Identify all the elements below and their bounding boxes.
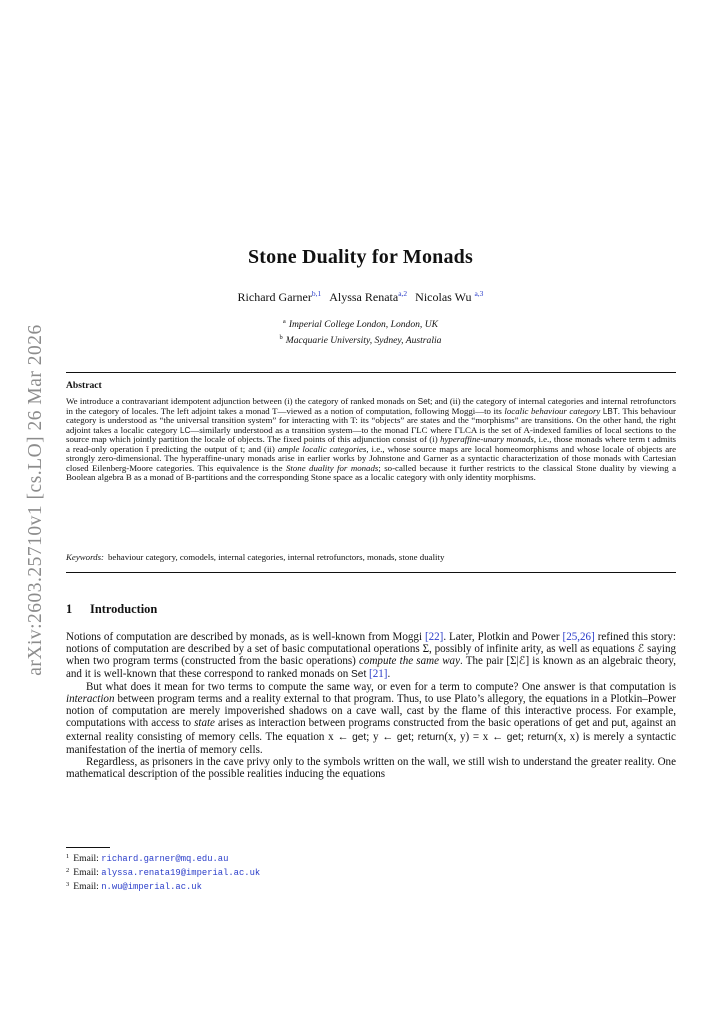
arxiv-identifier-stamp: [16, 290, 56, 710]
abstract-bottom-rule: [66, 572, 676, 573]
affiliation-text: Imperial College London, London, UK: [288, 319, 439, 330]
keywords-line: [66, 552, 676, 562]
author-name: Richard Garner: [237, 290, 312, 304]
keywords-label: Keywords:: [66, 552, 104, 562]
intro-paragraph-2: But what does it mean for two terms to compute the same way, or even for a term to compute? One answer is that computation is interaction between program terms and a reality external to that program. Thus, to use Plato’s allegory, the equations in a Plotkin–Power notion of computation are merely impoverished shadows on a cave wall, cast by the flame of this interactive process. For example, computations with access to state arises as interaction between programs constructed from the basic operations of get and put, against an external reality consisting of memory cells. The equation x ← get; y ← get; return(x, y) = x ← get; return(x, x) is merely a syntactic manifestation of the inertia of memory cells.: [66, 680, 677, 756]
citation-link[interactable]: [22]: [424, 631, 444, 643]
footnote-rule: [66, 847, 110, 848]
footnote-item: $^3$ Email: n.wu@imperial.ac.uk: [66, 881, 202, 892]
paper-title: Stone Duality for Monads: [247, 246, 473, 268]
author-list: [0, 289, 721, 305]
email-link[interactable]: alyssa.renata19@imperial.ac.uk: [101, 868, 261, 878]
introduction-body: [66, 631, 676, 780]
author-affiliation-marks[interactable]: a,2: [398, 289, 408, 298]
author-name: Nicolas Wu: [415, 290, 472, 304]
section-number: 1: [66, 602, 73, 616]
intro-paragraph-3: Regardless, as prisoners in the cave privy only to the symbols written on the wall, we still wish to understand the greater reality. One mathematical description of the possible realities inducing the equations: [66, 756, 676, 781]
section-title: Introduction: [90, 602, 158, 616]
email-link[interactable]: richard.garner@mq.edu.au: [101, 854, 229, 864]
section-heading-introduction: [66, 602, 157, 617]
citation-link[interactable]: [21]: [369, 667, 388, 680]
affiliation-text: Macquarie University, Sydney, Australia: [285, 335, 442, 346]
affiliation-mark: a: [282, 318, 286, 325]
author-name: Alyssa Renata: [329, 290, 399, 304]
keywords-text: behaviour category, comodels, internal categories, internal retrofunctors, monads, stone duality: [108, 552, 445, 562]
footnote-item: $^2$ Email: alyssa.renata19@imperial.ac.uk: [66, 867, 261, 878]
affiliation-b: [0, 334, 721, 346]
abstract-top-rule: [66, 372, 676, 373]
intro-paragraph-1: Notions of computation are described by monads, as is well-known from Moggi [22]. Later, Plotkin and Power [25,26] refined this story: notions of computation are described by a set of basic computational operations Σ, possibly of infinite arity, as well as equations ℰ saying when two program terms (constructed from the basic operations) compute the same way. The pair [Σ|ℰ] is known as an algebraic theory, and it is well-known that these correspond to ranked monads on Set [21].: [66, 631, 676, 680]
abstract-text: We introduce a contravariant idempotent adjunction between (i) the category of ranked monads on Set; and (ii) the category of internal categories and internal retrofunctors in the category of locales. The left adjoint takes a monad T—viewed as a notion of computation, following Moggi—to its localic behaviour category LBT. This behaviour category is understood as “the universal transition system” for interacting with T: its “objects” are states and the “morphisms” are transitions. On the other hand, the right adjoint takes a localic category LC—similarly understood as a transition system—to the monad ΓLC where ΓLCA is the set of A-indexed families of local sections to the source map which jointly partition the locale of objects. The fixed points of this adjunction consist of (i) hyperaffine-unary monads, i.e., those monads where term t admits a read-only operation t̄ predicting the output of t; and (ii) ample localic categories, i.e., whose source maps are local homeomorphisms and whose locale of objects are strongly zero-dimensional. The hyperaffine-unary monads arise in earlier works by Johnstone and Garner as a syntactic characterization of those monads with Cartesian closed Eilenberg-Moore categories. This equivalence is the Stone duality for monads; so-called because it further restricts to the classical Stone duality by viewing a Boolean algebra B as a monad of B-partitions and the corresponding Stone space as a localic category with only identity morphisms.: [66, 396, 676, 483]
author-affiliation-marks[interactable]: a,3: [474, 289, 484, 298]
email-link[interactable]: n.wu@imperial.ac.uk: [101, 882, 202, 892]
citation-link[interactable]: [25,26]: [562, 631, 595, 643]
affiliation-a: [0, 318, 721, 330]
affiliation-mark: b: [279, 334, 283, 341]
author-affiliation-marks[interactable]: b,1: [311, 289, 322, 298]
arxiv-stamp-text: arXiv:2603.25710v1 [cs.LO] 26 Mar 2026: [25, 324, 46, 676]
footnotes: [66, 851, 676, 893]
abstract-heading: Abstract: [66, 380, 102, 391]
footnote-item: $^1$ Email: richard.garner@mq.edu.au: [66, 853, 229, 864]
